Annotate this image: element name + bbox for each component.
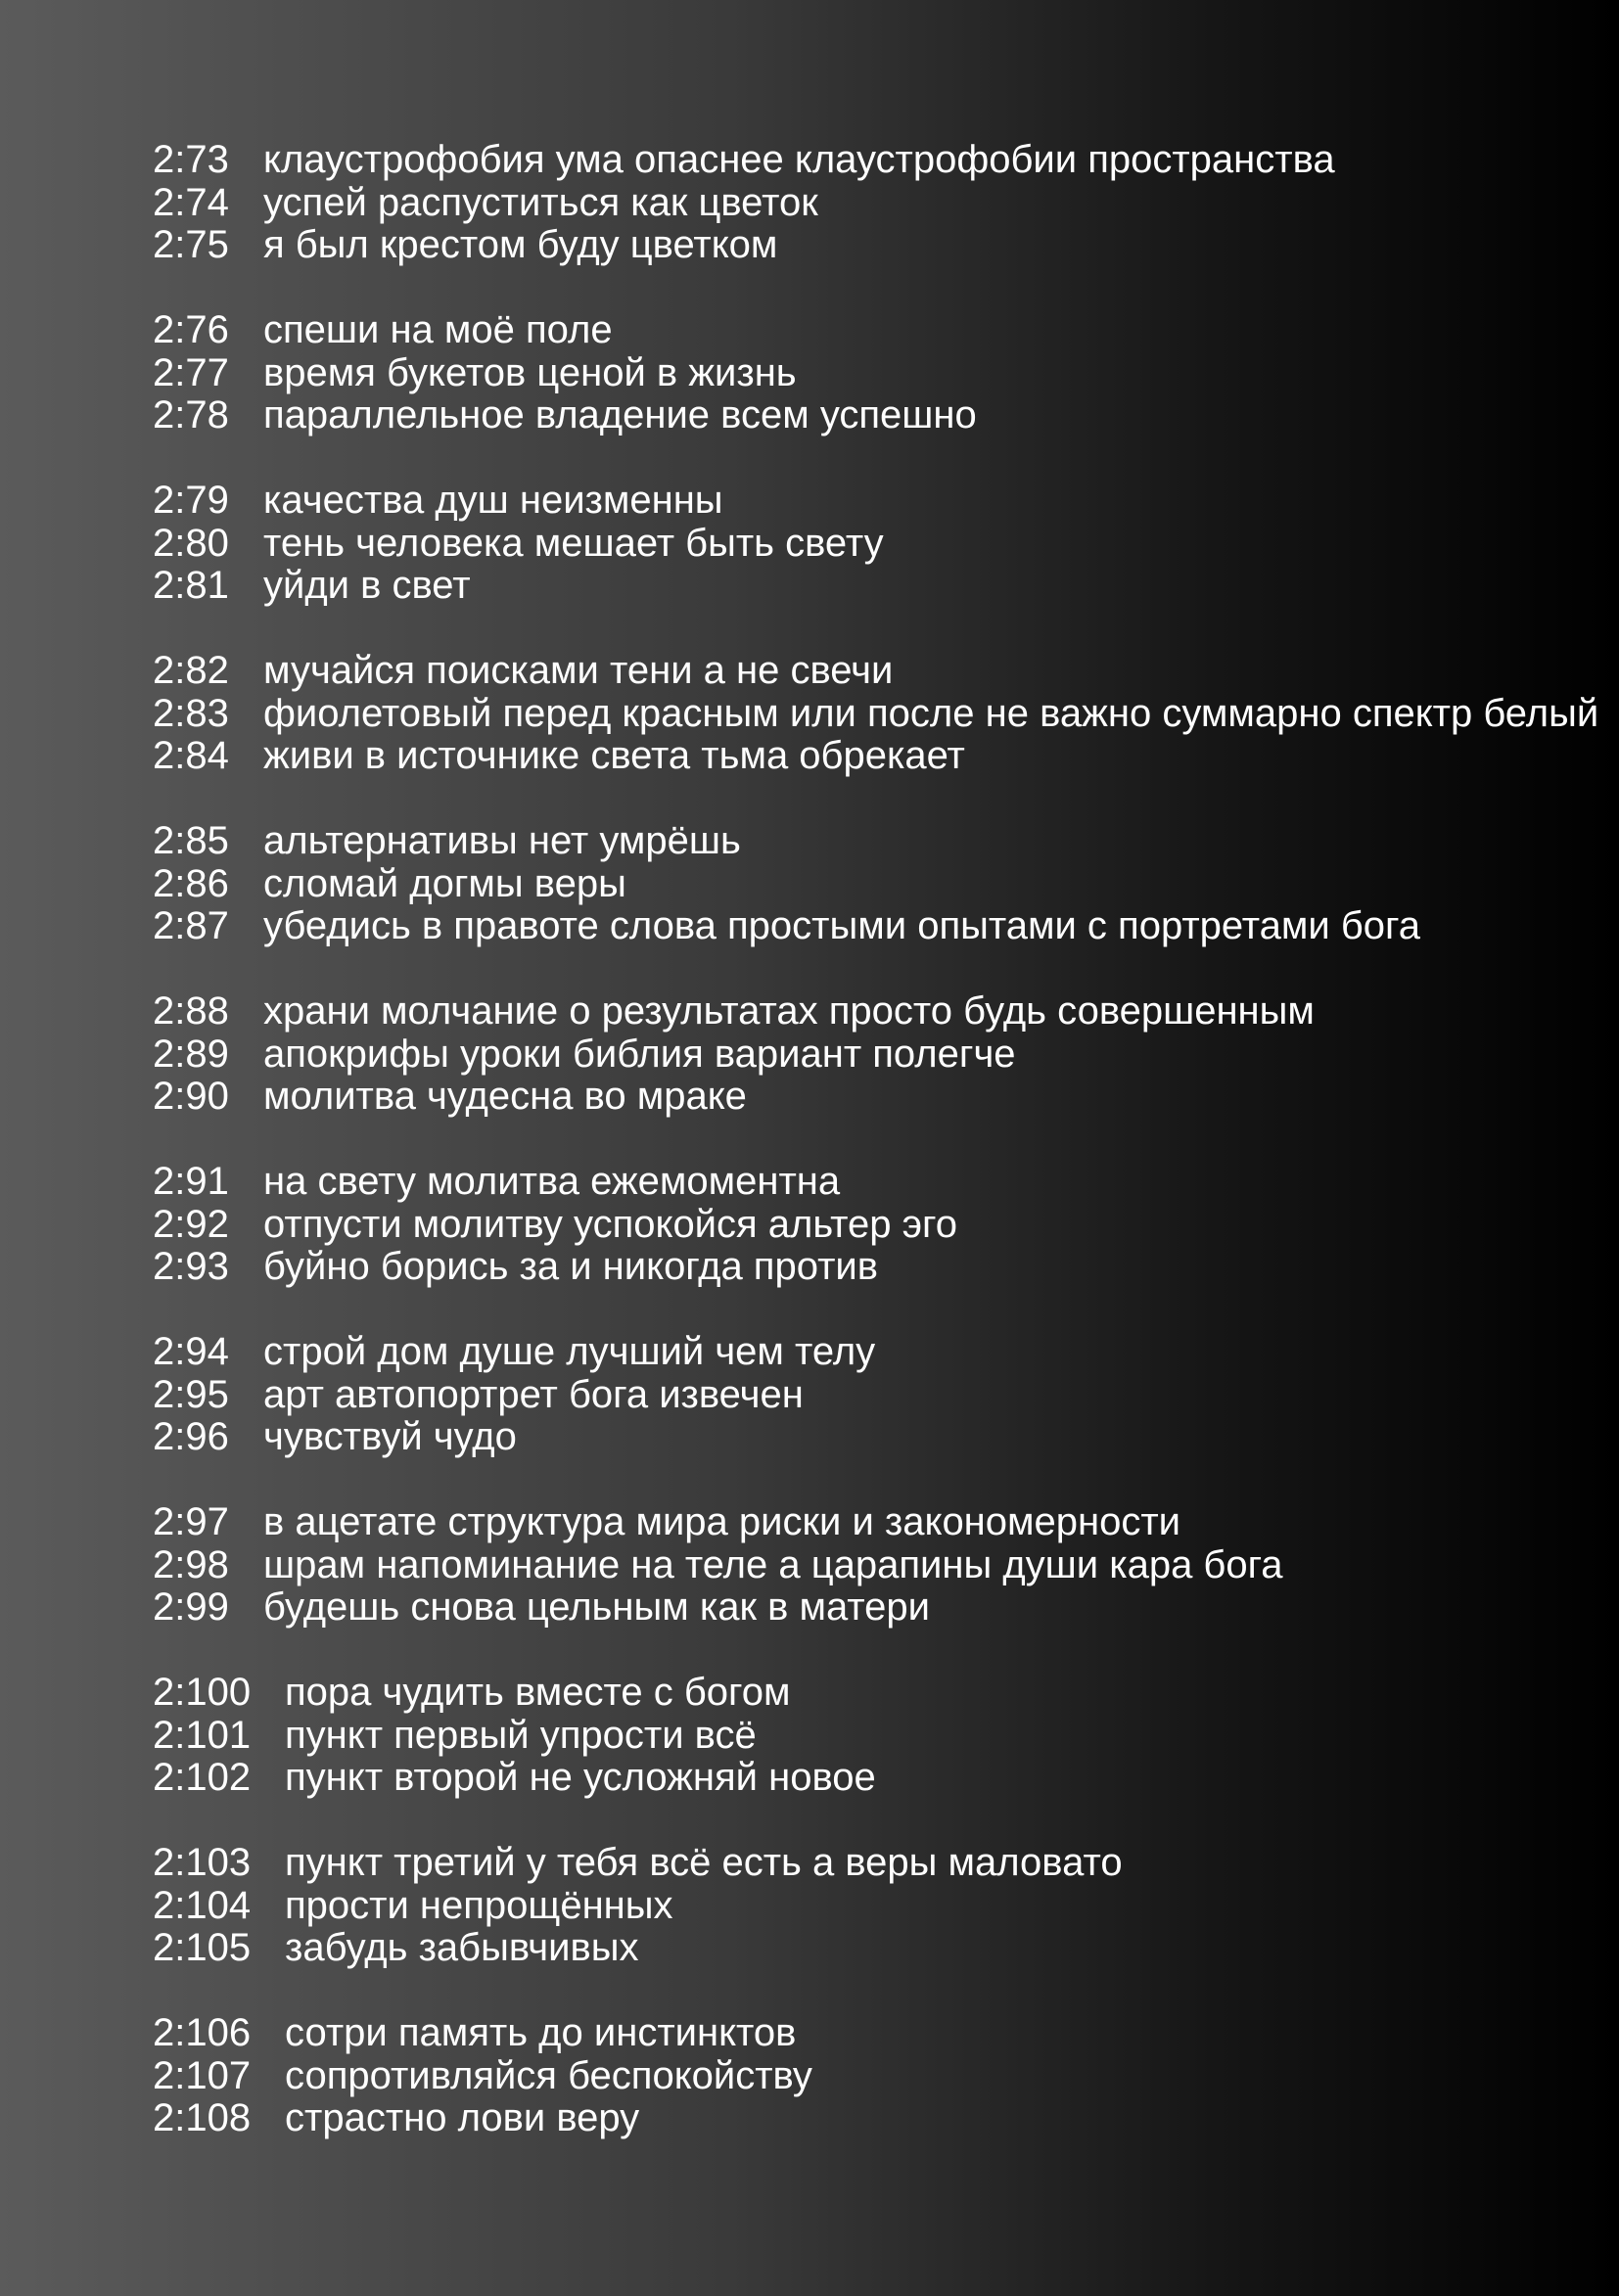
verse-number: 2:89 xyxy=(153,1032,229,1076)
verse-number: 2:105 xyxy=(153,1926,252,1969)
stanza xyxy=(153,990,1619,1119)
verse-line xyxy=(153,1374,1619,1417)
verse-number: 2:87 xyxy=(153,904,229,947)
verse-text: спеши на моё поле xyxy=(263,308,613,351)
verse-line xyxy=(153,480,1619,523)
verse-text: буйно борись за и никогда против xyxy=(263,1245,878,1288)
stanza xyxy=(153,1501,1619,1630)
stanza xyxy=(153,820,1619,948)
verse-line xyxy=(153,1885,1619,1928)
verse-line xyxy=(153,309,1619,352)
stanza xyxy=(153,1842,1619,1970)
verse-line xyxy=(153,1204,1619,1247)
verse-line xyxy=(153,820,1619,863)
verse-line xyxy=(153,1672,1619,1715)
verse-text: прости непрощённых xyxy=(285,1883,673,1927)
verse-line xyxy=(153,523,1619,566)
verse-line xyxy=(153,224,1619,267)
verse-text: апокрифы уроки библия вариант полегче xyxy=(263,1032,1016,1076)
verse-text: клаустрофобия ума опаснее клаустрофобии пространства xyxy=(263,138,1335,181)
stanza xyxy=(153,1672,1619,1800)
verse-number: 2:93 xyxy=(153,1245,229,1288)
verse-text: на свету молитва ежемоментна xyxy=(263,1160,841,1203)
verse-text: молитва чудесна во мраке xyxy=(263,1075,747,1118)
verse-text: пункт третий у тебя всё есть а веры маловато xyxy=(285,1841,1123,1884)
verse-text: будешь снова цельным как в матери xyxy=(263,1585,931,1629)
verse-text: время букетов ценой в жизнь xyxy=(263,350,797,394)
verse-number: 2:99 xyxy=(153,1585,229,1629)
verse-number: 2:85 xyxy=(153,819,229,862)
verse-line xyxy=(153,2012,1619,2055)
verse-text: я был крестом буду цветком xyxy=(263,223,778,266)
verse-line xyxy=(153,735,1619,778)
verse-number: 2:108 xyxy=(153,2096,252,2139)
verse-number: 2:75 xyxy=(153,223,229,266)
verse-text: чувствуй чудо xyxy=(263,1415,517,1458)
verse-number: 2:102 xyxy=(153,1756,252,1799)
verse-line xyxy=(153,1544,1619,1587)
verse-line xyxy=(153,565,1619,608)
verse-line xyxy=(153,1715,1619,1758)
verse-number: 2:103 xyxy=(153,1841,252,1884)
verse-text: забудь забывчивых xyxy=(285,1926,639,1969)
verse-number: 2:83 xyxy=(153,691,229,735)
verse-text: строй дом душе лучший чем телу xyxy=(263,1330,876,1373)
verse-number: 2:101 xyxy=(153,1713,252,1757)
verse-number: 2:73 xyxy=(153,138,229,181)
stanza xyxy=(153,1331,1619,1459)
verse-line xyxy=(153,1927,1619,1970)
verse-text: храни молчание о результатах просто будь совершенным xyxy=(263,989,1315,1033)
verse-number: 2:98 xyxy=(153,1542,229,1586)
stanza xyxy=(153,650,1619,778)
verse-text: уйди в свет xyxy=(263,564,471,607)
verse-number: 2:84 xyxy=(153,734,229,777)
verse-text: мучайся поисками тени а не свечи xyxy=(263,649,894,692)
verse-number: 2:74 xyxy=(153,180,229,224)
verse-text: в ацетате структура мира риски и закономерности xyxy=(263,1500,1181,1543)
verse-number: 2:88 xyxy=(153,989,229,1033)
verse-number: 2:90 xyxy=(153,1075,229,1118)
verse-text: сотри память до инстинктов xyxy=(285,2011,797,2054)
verse-text: сопротивляйся беспокойству xyxy=(285,2053,812,2097)
verse-line xyxy=(153,1416,1619,1459)
verse-line xyxy=(153,139,1619,182)
verse-line xyxy=(153,1246,1619,1289)
verse-text: пункт первый упрости всё xyxy=(285,1713,757,1757)
verse-text: сломай догмы веры xyxy=(263,861,626,905)
verse-text: параллельное владение всем успешно xyxy=(263,393,977,436)
verse-number: 2:96 xyxy=(153,1415,229,1458)
stanza xyxy=(153,2012,1619,2140)
verse-line xyxy=(153,863,1619,906)
verse-list xyxy=(153,139,1619,2140)
verse-line xyxy=(153,650,1619,693)
verse-number: 2:77 xyxy=(153,350,229,394)
verse-line xyxy=(153,1842,1619,1885)
verse-text: арт автопортрет бога извечен xyxy=(263,1372,804,1416)
verse-text: шрам напоминание на теле а царапины души кара бога xyxy=(263,1542,1283,1586)
verse-number: 2:94 xyxy=(153,1330,229,1373)
verse-text: страстно лови веру xyxy=(285,2096,640,2139)
verse-text: убедись в правоте слова простыми опытами с портретами бога xyxy=(263,904,1420,947)
verse-number: 2:107 xyxy=(153,2053,252,2097)
verse-number: 2:95 xyxy=(153,1372,229,1416)
verse-text: отпусти молитву успокойся альтер эго xyxy=(263,1202,957,1246)
verse-text: качества душ неизменны xyxy=(263,479,723,522)
stanza xyxy=(153,480,1619,608)
verse-line xyxy=(153,1331,1619,1374)
verse-number: 2:78 xyxy=(153,393,229,436)
verse-text: фиолетовый перед красным или после не важно суммарно спектр белый xyxy=(263,691,1599,735)
verse-text: тень человека мешает быть свету xyxy=(263,521,884,565)
verse-number: 2:106 xyxy=(153,2011,252,2054)
verse-line xyxy=(153,1161,1619,1204)
verse-line xyxy=(153,182,1619,225)
verse-text: пункт второй не усложняй новое xyxy=(285,1756,876,1799)
verse-number: 2:91 xyxy=(153,1160,229,1203)
stanza xyxy=(153,1161,1619,1289)
verse-line xyxy=(153,394,1619,437)
verse-number: 2:79 xyxy=(153,479,229,522)
verse-number: 2:100 xyxy=(153,1671,252,1714)
verse-line xyxy=(153,1033,1619,1077)
verse-number: 2:86 xyxy=(153,861,229,905)
stanza xyxy=(153,139,1619,267)
verse-line xyxy=(153,1501,1619,1544)
verse-line xyxy=(153,352,1619,395)
verse-line xyxy=(153,990,1619,1033)
verse-number: 2:104 xyxy=(153,1883,252,1927)
verse-number: 2:82 xyxy=(153,649,229,692)
verse-line xyxy=(153,2097,1619,2140)
verse-number: 2:92 xyxy=(153,1202,229,1246)
verse-text: живи в источнике света тьма обрекает xyxy=(263,734,965,777)
verse-line xyxy=(153,1757,1619,1800)
stanza xyxy=(153,309,1619,437)
verse-number: 2:97 xyxy=(153,1500,229,1543)
verse-number: 2:80 xyxy=(153,521,229,565)
verse-text: альтернативы нет умрёшь xyxy=(263,819,741,862)
verse-text: пора чудить вместе с богом xyxy=(285,1671,791,1714)
verse-line xyxy=(153,1076,1619,1119)
verse-number: 2:81 xyxy=(153,564,229,607)
verse-number: 2:76 xyxy=(153,308,229,351)
verse-text: успей распуститься как цветок xyxy=(263,180,818,224)
verse-line xyxy=(153,905,1619,948)
verse-line xyxy=(153,693,1619,736)
verse-line xyxy=(153,1586,1619,1630)
verse-line xyxy=(153,2055,1619,2098)
